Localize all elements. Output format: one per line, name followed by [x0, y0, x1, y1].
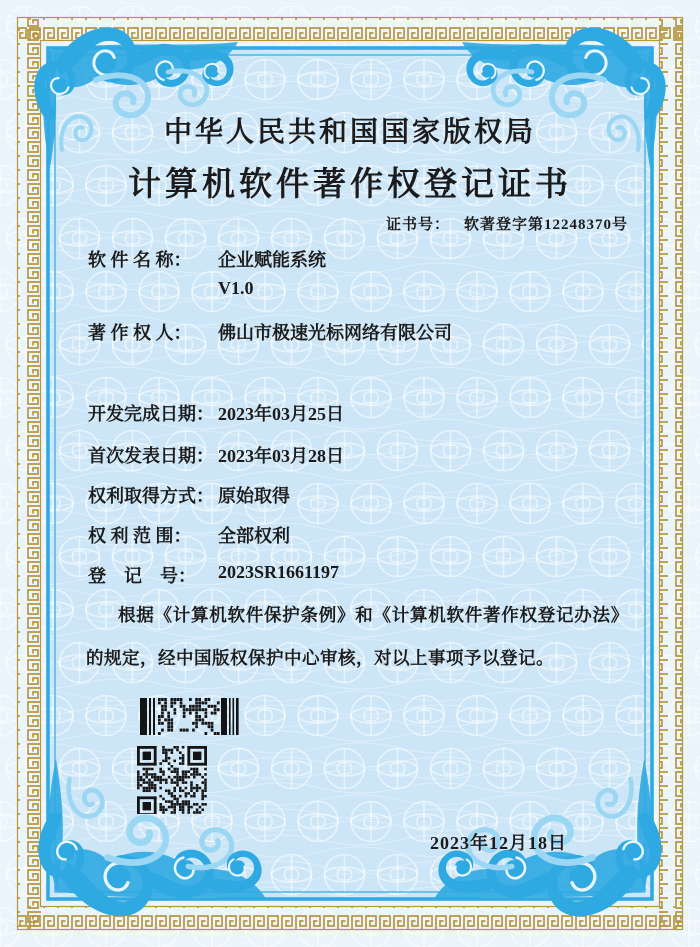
field-dev-complete-date [88, 400, 648, 426]
field-rights-scope [88, 522, 648, 548]
registration-statement: 根据《计算机软件保护条例》和《计算机软件著作权登记办法》的规定，经中国版权保护中心审核，对以上事项予以登记。 [86, 605, 620, 668]
certificate-number-value: 软著登字第12248370号 [463, 217, 628, 233]
field-value: 2023年03月28日 [218, 446, 344, 466]
barcode [140, 698, 240, 740]
field-label: 软 件 名 称： [88, 250, 192, 270]
field-value: 企业赋能系统 V1.0 [218, 246, 326, 302]
field-acquisition-method [88, 482, 648, 508]
field-label: 登 记 号： [88, 566, 196, 586]
field-label: 权利取得方式： [88, 486, 214, 506]
field-label: 权 利 范 围： [88, 526, 192, 546]
field-first-publish-date [88, 442, 648, 468]
certificate-number [0, 213, 628, 234]
field-label: 开发完成日期： [88, 404, 214, 424]
software-version: V1.0 [218, 278, 254, 298]
field-registration-number [88, 562, 648, 588]
field-value: 全部权利 [218, 526, 290, 546]
field-value: 2023SR1661197 [218, 562, 340, 582]
issue-date: 2023年12月18日 [430, 833, 567, 853]
field-software-name [88, 246, 648, 302]
field-value: 2023年03月25日 [218, 404, 344, 424]
field-value: 佛山市极速光标网络有限公司 [218, 323, 452, 343]
field-value: 原始取得 [218, 486, 290, 506]
qr-code [137, 746, 207, 819]
certificate-title: 计算机软件著作权登记证书 [128, 167, 572, 203]
field-label: 著 作 权 人： [88, 323, 192, 343]
field-label: 首次发表日期： [88, 446, 214, 466]
certificate-number-label: 证书号： [385, 217, 450, 233]
field-copyright-owner [88, 319, 648, 345]
issuing-authority: 中华人民共和国国家版权局 [163, 117, 536, 148]
